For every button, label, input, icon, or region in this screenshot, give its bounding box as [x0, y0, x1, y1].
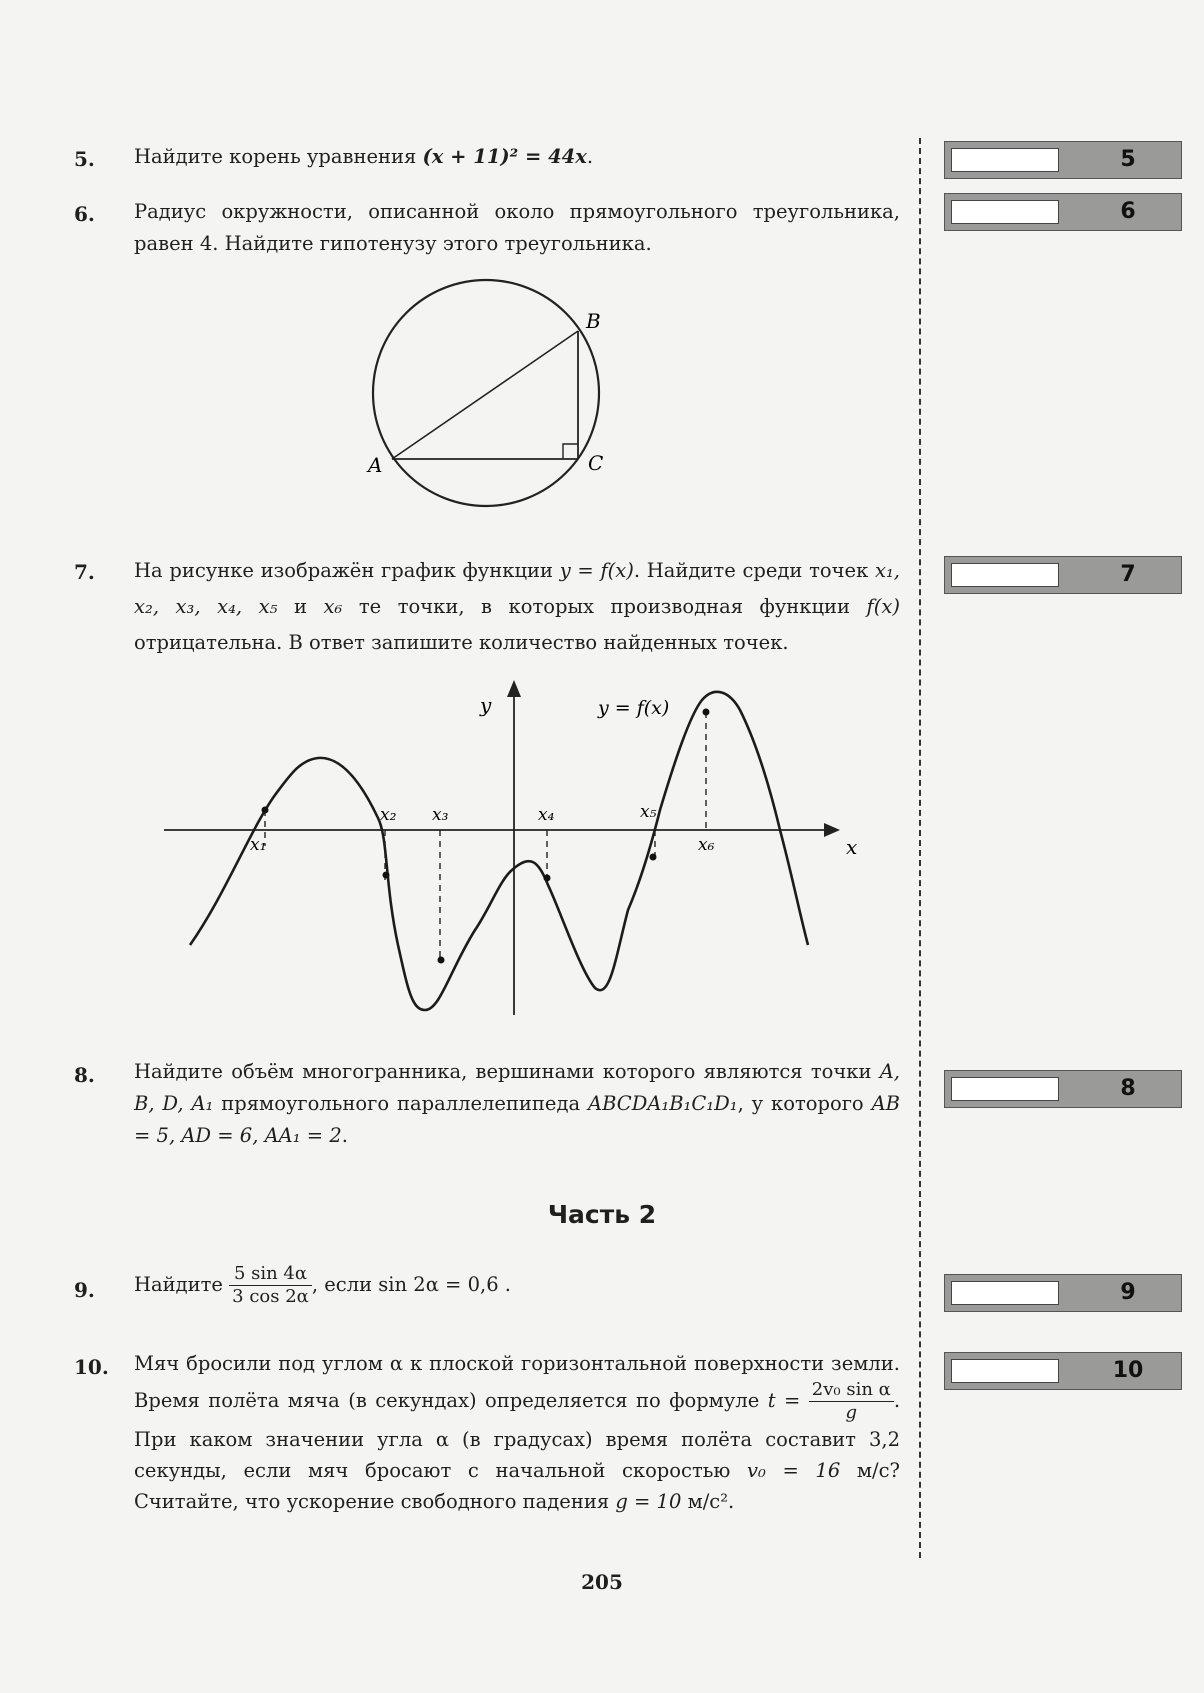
- problem-5-number: 5.: [74, 147, 95, 171]
- problem-7-intro: На рисунке изображён график функции: [134, 559, 560, 582]
- answer-field-6[interactable]: [951, 200, 1059, 224]
- y-axis-label: y: [480, 693, 492, 717]
- problem-8-box: ABCDA₁B₁C₁D₁: [588, 1092, 738, 1115]
- problem-7-intro-b: . Найдите среди точек: [633, 559, 875, 582]
- problem-10-fraction: [809, 1379, 894, 1424]
- vertex-a-label: A: [368, 453, 383, 477]
- answer-box-8: [944, 1070, 1182, 1108]
- problem-8-number: 8.: [74, 1063, 95, 1087]
- problem-10-g: g = 10: [615, 1490, 682, 1513]
- vertex-b-label: B: [586, 309, 601, 333]
- answer-box-10-label: 10: [1112, 1358, 1144, 1383]
- problem-10-denominator: g: [845, 1402, 858, 1423]
- answer-field-10[interactable]: [951, 1359, 1059, 1383]
- problem-9-numerator: 5 sin 4α: [229, 1263, 312, 1286]
- point-x4: [544, 875, 551, 882]
- circle-triangle-figure: [360, 278, 620, 518]
- problem-8-vertices: A, B, D, A₁: [134, 1060, 900, 1115]
- answer-box-8-label: 8: [1120, 1076, 1136, 1101]
- point-x5: [650, 854, 657, 861]
- problem-7-text: [134, 553, 900, 661]
- page-number: 205: [581, 1570, 623, 1594]
- function-graph-figure: [150, 670, 870, 1020]
- problem-10-text: [134, 1348, 900, 1517]
- problem-5-text: [134, 141, 900, 173]
- label-x1: x₁: [250, 835, 267, 855]
- answer-box-7-label: 7: [1120, 562, 1136, 587]
- problem-9-fraction: [229, 1263, 312, 1308]
- problem-8-mid: прямоугольного параллелепипеда: [213, 1092, 588, 1115]
- problem-5-equation: (x + 11)² = 44x: [422, 145, 587, 168]
- answer-field-8[interactable]: [951, 1077, 1059, 1101]
- problem-7-points: x₁, x₂, x₃, x₄, x₅: [134, 559, 900, 618]
- function-curve: [190, 692, 808, 1010]
- problem-8-mid2: , у которого: [737, 1092, 872, 1115]
- problem-7-function: y = f(x): [559, 559, 634, 582]
- problem-7-end: отрицательна. В ответ запишите количество найденных точек.: [134, 631, 789, 654]
- label-x5: x₅: [640, 802, 657, 822]
- problem-10-unit1: м/с? Считайте, что ускорение свободного падения: [134, 1459, 901, 1513]
- circumscribed-circle: [373, 280, 599, 506]
- vertex-c-label: C: [588, 451, 604, 475]
- curve-label: y = f(x): [598, 697, 670, 719]
- answer-box-7: [944, 556, 1182, 594]
- problem-5-intro: Найдите корень уравнения: [134, 145, 423, 168]
- problem-10-t-var: t =: [767, 1389, 801, 1412]
- x-axis-arrow: [824, 823, 840, 837]
- answer-box-9: [944, 1274, 1182, 1312]
- problem-9-text: [134, 1260, 900, 1310]
- answer-box-5: [944, 141, 1182, 179]
- part-2-title: Часть 2: [547, 1200, 657, 1229]
- problem-7-mid: те точки, в которых производная функции: [342, 595, 867, 618]
- right-angle-mark: [563, 444, 578, 459]
- problem-8-intro: Найдите объём многогранника, вершинами которого являются точки: [134, 1060, 880, 1083]
- answer-box-6: [944, 193, 1182, 231]
- problem-10-unit2: м/с².: [681, 1490, 735, 1513]
- problem-9-denominator: 3 cos 2α: [232, 1286, 309, 1307]
- problem-10-numerator: 2v₀ sin α: [809, 1379, 894, 1402]
- answer-field-9[interactable]: [951, 1281, 1059, 1305]
- margin-divider: [919, 138, 921, 1558]
- problem-6-text: Радиус окружности, описанной около прямоугольного треугольника, равен 4. Найдите гипотенузу этого треугольника.: [134, 200, 900, 255]
- problem-5-end: .: [586, 145, 594, 168]
- problem-10-number: 10.: [74, 1355, 109, 1379]
- problem-7-and: и: [277, 595, 324, 618]
- answer-field-5[interactable]: [951, 148, 1059, 172]
- problem-7-fx: f(x): [866, 595, 900, 618]
- problem-9-find: Найдите: [134, 1273, 223, 1296]
- y-axis-arrow: [507, 680, 521, 697]
- point-x1: [262, 807, 269, 814]
- problem-10-v0: v₀ = 16: [746, 1459, 841, 1482]
- point-x2: [383, 872, 390, 879]
- problem-10-intro: Мяч бросили под углом α к плоской горизонтальной поверхности земли. Время полёта мяча (в секундах) определяется по формуле: [134, 1352, 900, 1412]
- answer-box-6-label: 6: [1120, 199, 1136, 224]
- answer-box-9-label: 9: [1120, 1280, 1136, 1305]
- problem-8-end: .: [341, 1124, 348, 1147]
- point-x6: [703, 709, 710, 716]
- label-x2: x₂: [380, 805, 397, 825]
- problem-7-number: 7.: [74, 560, 95, 584]
- label-x4: x₄: [538, 805, 555, 825]
- label-x6: x₆: [698, 835, 715, 855]
- answer-field-7[interactable]: [951, 563, 1059, 587]
- problem-10-question: . При каком значении угла α (в градусах) время полёта составит 3,2 секунды, если мяч бросают с начальной скоростью: [134, 1389, 901, 1482]
- hypotenuse-ab: [392, 331, 578, 459]
- x-axis-label: x: [846, 835, 858, 859]
- point-x3: [438, 957, 445, 964]
- answer-box-5-label: 5: [1120, 147, 1136, 172]
- label-x3: x₃: [432, 805, 449, 825]
- problem-8-dims: AB = 5, AD = 6, AA₁ = 2: [134, 1092, 900, 1147]
- problem-9-condition: , если sin 2α = 0,6 .: [311, 1273, 512, 1296]
- problem-6-number: 6.: [74, 202, 95, 226]
- problem-7-x6: x₆: [323, 595, 343, 618]
- problem-9-number: 9.: [74, 1278, 95, 1302]
- answer-box-10: [944, 1352, 1182, 1390]
- problem-8-text: [134, 1056, 900, 1152]
